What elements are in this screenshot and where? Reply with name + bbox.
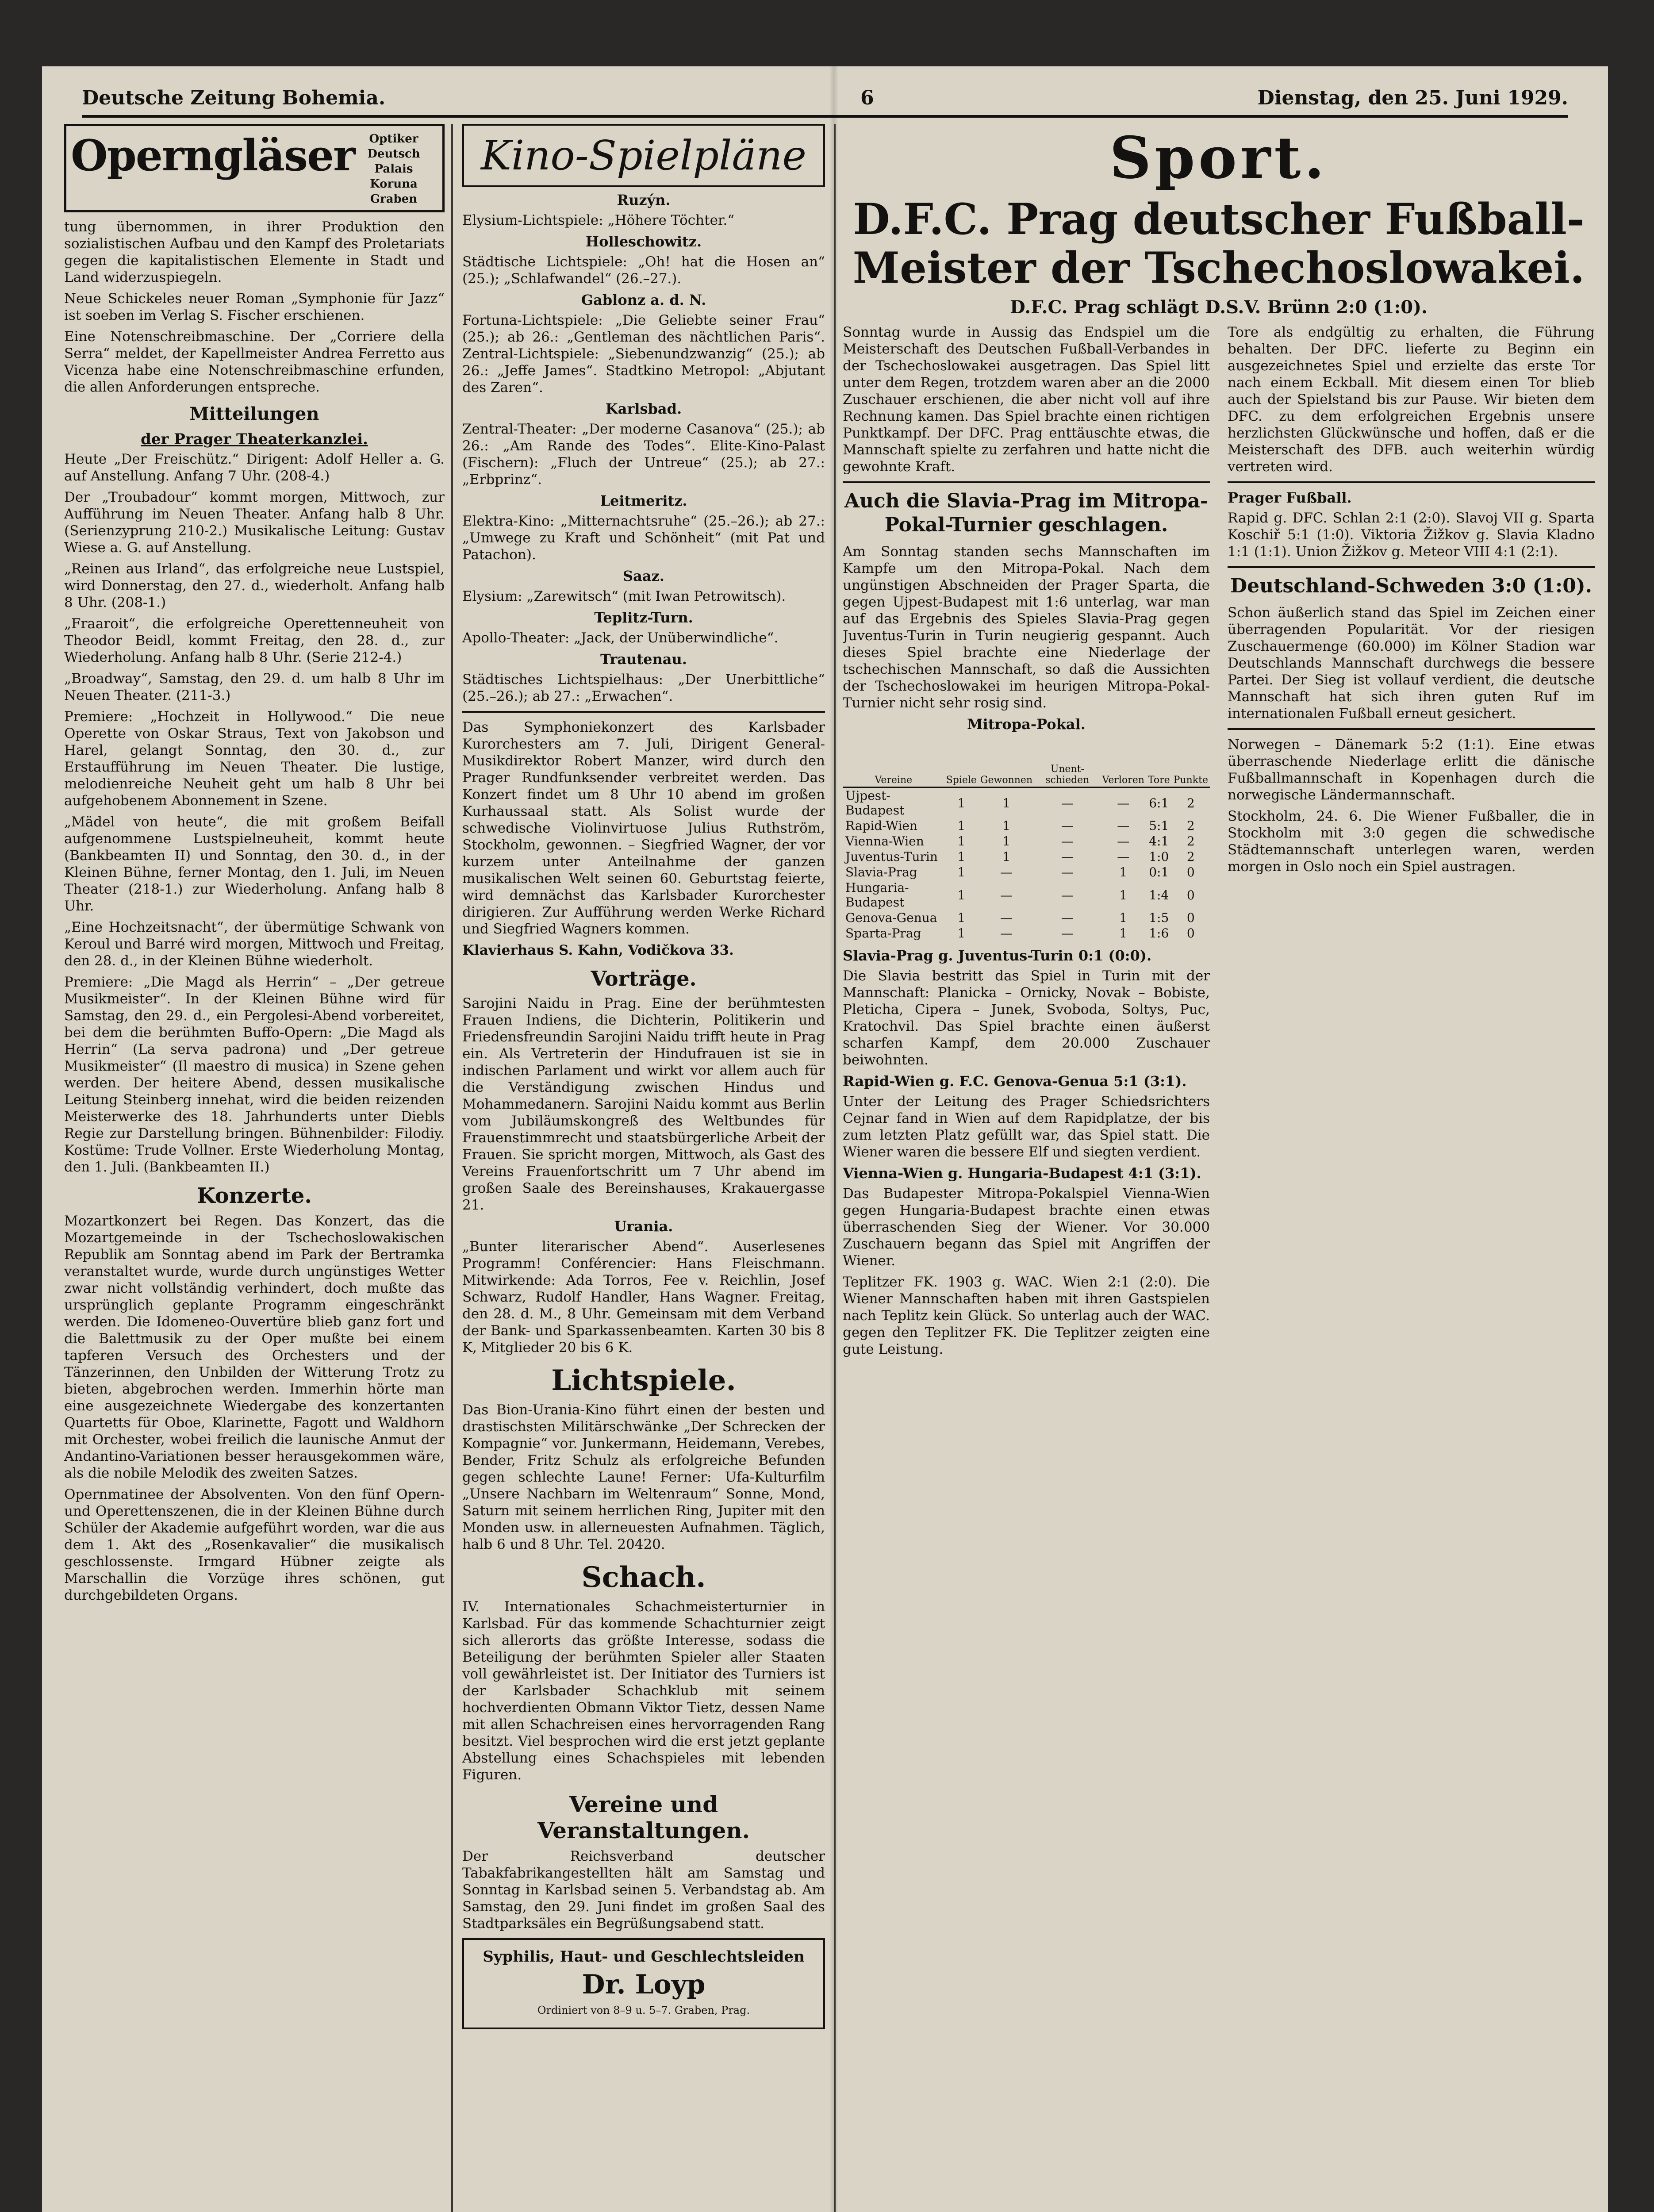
article-paragraph: Eine Notenschreibmaschine. Der „Corriere della Serra“ meldet, der Kapellmeister Andrea Ferretto aus Vicenza habe eine Notenschreibmaschine erfunden, die allen Anforderungen entspreche. [64,329,445,395]
sport-right-column [1228,324,1595,1362]
article-paragraph: Der „Troubadour“ kommt morgen, Mittwoch, zur Aufführung im Neuen Theater. Anfang halb 8 Uhr. (Serienzyprung 210-2.) Musikalische Leitung: Gustav Wiese a. G. auf Anstellung. [64,489,445,556]
table-cell: 1 [1119,865,1128,879]
column-header: Verloren [1101,736,1146,787]
newspaper-page [42,66,1608,2212]
table-cell: — [1061,865,1074,879]
team-name: Rapid-Wien [845,818,917,833]
section-heading-vortraege: Vorträge. [591,967,697,991]
listing: Fortuna-Lichtspiele: „Die Geliebte seiner Frau“ (25.); ab 26.: „Gentleman des nächtlichen Paris“. Zentral-Lichtspiele: „Siebenundzwanzig“ (25.); ab 26.: „Jeffe James“. Stadtkino Metropol: „Abjutant des Zaren“. [462,312,825,396]
listing: Zentral-Theater: „Der moderne Casanova“ (25.); ab 26.: „Am Rande des Todes“. Elite-Kino-Palast (Fischern): „Fluch der Untreue“ (25.); ab 27.: „Erbprinz“. [462,421,825,488]
table-row [843,787,1210,818]
table-row [843,880,1210,910]
article-paragraph: IV. Internationales Schachmeisterturnier in Karlsbad. Für das kommende Schachturnier zeigt sich allerorts das größte Interesse, sodass die Beteiligung der berühmten Spieler aller Staaten voll gewährleistet ist. Der Initiator des Turniers ist der Karlsbader Schachklub mit seinem hochverdienten Obmann Viktor Tietz, dessen Name mit allen Schachreisen eines hervorragenden Rang besitzt. Viel besprochen wird die erst jetzt geplante Abstellung eines Schachspieles mit lebenden Figuren. [462,1599,825,1783]
table-cell: 1:4 [1149,887,1169,902]
table-cell: 1:0 [1149,849,1169,864]
column-sport [843,124,1595,2212]
article-paragraph: Am Sonntag standen sechs Mannschaften im Kampfe um den Mitropa-Pokal. Nach dem ungünstigen Abschneiden der Prager Sparta, die gegen Ujpest-Budapest mit 1:6 unterlag, war man auf das Ergebnis des Spieles Slavia-Prag gegen Juventus-Turin in Turin neugierig gespannt. Auch dieses Spiel brachte eine Niederlage der tschechischen Mannschaft, so daß die Aussichten der Tschechoslowakei im heurigen Mitropa-Pokal-Turnier nicht sehr rosig sind. [843,544,1210,711]
table-cell: — [1061,887,1074,902]
table-row [843,910,1210,926]
article-paragraph: Opernmatinee der Absolventen. Von den fünf Opern- und Operettenszenen, die in der Kleinen Bühne durch Schüler der Akademie aufgeführt worden, war die aus dem 1. Akt des „Rosenkavalier“ die musikalisch geschlossenste. Irmgard Hübner zeigte als Marschallin die Vorzüge ihres schönen, gut durchgebildeten Organs. [64,1486,445,1603]
city-heading: Holleschowitz. [585,233,702,250]
listing: Apollo-Theater: „Jack, der Unüberwindliche“. [462,630,779,646]
table-cell: 1:5 [1149,910,1169,925]
article-paragraph: Mozartkonzert bei Regen. Das Konzert, das die Mozartgemeinde in der Tschechoslowakischen Republik am Sonntag abend im Park der Bertramka veranstaltet wurde, wurde durch ungünstiges Wetter zwar nicht vollständig verhindert, doch mußte das ursprünglich geplante Programm eingeschränkt werden. Die Idomeneo-Ouvertüre blieb ganz fort und die Balettmusik zu der Oper mußte bei einem tapferen Versuch des Orchesters und der Tänzerinnen, den Unbilden der Witterung Trotz zu bieten, abgebrochen werden. Immerhin hörte man eine ausgezeichnete Wiedergabe des konzertanten Quartetts für Oboe, Klarinette, Fagott und Waldhorn mit Orchester, wobei freilich die launische Anmut der Andantino-Variationen besser herausgekommen wäre, als die nobile Melodik des zweiten Satzes. [64,1213,445,1481]
table-row [843,926,1210,941]
sport-subheadline: D.F.C. Prag schlägt D.S.V. Brünn 2:0 (1:0). [1010,297,1428,318]
divider [1228,566,1595,568]
section-heading-mitteilungen: Mitteilungen [189,403,319,424]
team-name: Hungaria-Budapest [845,880,909,910]
table-cell: — [1117,818,1130,833]
divider [1228,728,1595,730]
column-header: Gewonnen [979,736,1034,787]
mitropa-table [843,736,1210,941]
city-heading: Saaz. [623,568,664,584]
team-name: Vienna-Wien [845,834,924,849]
table-row [843,818,1210,833]
table-cell: 1 [1002,818,1010,833]
headline-deutschland-schweden: Deutschland-Schweden 3:0 (1:0). [1230,575,1592,597]
ad-doctor-name: Dr. Loyp [582,1969,706,2000]
city-heading: Ruzýn. [617,192,671,208]
table-cell: 2 [1186,795,1195,810]
sport-two-columns [843,324,1595,1362]
city-heading: Gablonz a. d. N. [581,292,706,308]
column-header: Tore [1146,736,1172,787]
table-cell: — [1061,818,1074,833]
table-cell: 4:1 [1149,834,1169,849]
ad-doctor-title: Syphilis, Haut- und Geschlechtsleiden [483,1948,805,1966]
table-cell: 0 [1186,887,1195,902]
article-paragraph: Die Slavia bestritt das Spiel in Turin mit der Mannschaft: Planicka – Ornicky, Novak – Bobiste, Pleticha, Cipera – Junek, Svoboda, Soltys, Puc, Kratochvil. Das Spiel brachte einen äußerst scharfen Kampf, dem 20.000 Zuschauer beiwohnten. [843,968,1210,1068]
article-paragraph: tung übernommen, in ihrer Produktion den sozialistischen Aufbau und den Kampf des Proletariats gegen die kapitalistischen Elemente in Stadt und Land widerzuspiegeln. [64,219,445,285]
section-heading-urania: Urania. [614,1218,673,1235]
column-header: Unent-schieden [1034,736,1100,787]
column-header: Spiele [944,736,979,787]
article-paragraph: Neue Schickeles neuer Roman „Symphonie für Jazz“ ist soeben im Verlag S. Fischer erschienen. [64,291,445,323]
table-cell: 1:6 [1149,926,1169,941]
article-paragraph: Rapid g. DFC. Schlan 2:1 (2:0). Slavoj VII g. Sparta Koschiř 5:1 (1:0). Viktoria Žižkov g. Slavia Kladno 1:1 (1:1). Union Žižkov g. Meteor VIII 4:1 (2:1). [1228,510,1595,560]
section-heading-konzerte: Konzerte. [196,1183,312,1208]
team-name: Slavia-Prag [845,865,917,879]
ad-doctor [462,1938,825,2029]
table-cell: — [1117,849,1130,864]
article-paragraph: „Broadway“, Samstag, den 29. d. um halb 8 Uhr im Neuen Theater. (211-3.) [64,671,445,703]
table-cell: — [1061,910,1074,925]
table-cell: 0 [1186,865,1195,879]
article-paragraph: Das Symphoniekonzert des Karlsbader Kurorchesters am 7. Juli, Dirigent General-Musikdirektor Robert Manzer, wird durch den Prager Rundfunksender verbreitet werden. Das Konzert findet um 8 Uhr 10 abend im großen Kurhaussaal statt. Als Solist wurde der schwedische Violinvirtuose Julius Ruthström, Stockholm, gewonnen. – Siegfried Wagner, der vor kurzem unter Anteilnahme der ganzen musikalischen Welt seinen 60. Geburtstag feierte, wird demnächst das Karlsbader Kurorchester dirigieren. Zur Aufführung werden Werke Richard und Siegfried Wagners kommen. [462,719,825,937]
column-rule [834,124,836,2212]
table-header-row [843,736,1210,787]
match-heading: Slavia-Prag g. Juventus-Turin 0:1 (0:0). [843,947,1152,964]
sport-headline: D.F.C. Prag deutscher Fußball-Meister der Tschechoslowakei. [852,194,1585,293]
table-cell: 1 [957,849,966,864]
page-header [82,84,1568,118]
ad-line: Klavierhaus S. Kahn, Vodičkova 33. [462,942,734,958]
team-name: Juventus-Turin [845,849,938,864]
column-header: Vereine [843,736,944,787]
city-heading: Teplitz-Turn. [594,609,693,626]
sport-left-column [843,324,1210,1362]
team-name: Sparta-Prag [845,926,921,941]
table-cell: — [1061,849,1074,864]
headline-slavia: Auch die Slavia-Prag im Mitropa-Pokal-Turnier geschlagen. [844,490,1209,536]
table-title: Mitropa-Pokal. [967,716,1086,733]
table-cell: — [1061,795,1074,810]
column-arts [64,124,445,2212]
column-header: Punkte [1172,736,1210,787]
article-paragraph: „Fraaroit“, die erfolgreiche Operettenneuheit von Theodor Beidl, kommt Freitag, den 28. d., zur Wiederholung. Anfang halb 8 Uhr. (Serie 212-4.) [64,616,445,665]
table-cell: 1 [957,910,966,925]
article-paragraph: Stockholm, 24. 6. Die Wiener Fußballer, die in Stockholm mit 3:0 gegen die schwedische Städtemannschaft unterlegen waren, werden morgen in Oslo noch ein Spiel austragen. [1228,808,1595,875]
table-cell: 2 [1186,849,1195,864]
table-cell: 1 [957,818,966,833]
table-row [843,833,1210,849]
listing: Städtische Lichtspiele: „Oh! hat die Hosen an“ (25.); „Schlafwandel“ (26.–27.). [462,254,825,287]
article-paragraph: Sonntag wurde in Aussig das Endspiel um die Meisterschaft des Deutschen Fußball-Verbandes in der Tschechoslowakei ausgetragen. Das Spiel litt unter dem Regen, trotzdem waren aber an die 2000 Zuschauer erschienen, die aber nicht voll auf ihre Rechnung kamen. Das Spiel brachte einen richtigen Punktkampf. Der DFC. Prag enttäuschte etwas, die Mannschaft spielte zu zerfahren und hatte nicht die gewohnte Kraft. [843,324,1210,475]
team-name: Ujpest-Budapest [845,788,905,818]
table-cell: — [1000,910,1013,925]
article-paragraph: Das Budapester Mitropa-Pokalspiel Vienna-Wien gegen Hungaria-Budapest brachte einen etwas überraschenden Sieg der Wiener. Vor 30.000 Zuschauern begann das Spiel mit Angriffen der Wiener. [843,1186,1210,1269]
article-paragraph: „Reinen aus Irland“, das erfolgreiche neue Lustspiel, wird Donnerstag, den 27. d., wiederholt. Anfang halb 8 Uhr. (208-1.) [64,561,445,611]
article-paragraph: Unter der Leitung des Prager Schiedsrichters Cejnar fand in Wien auf dem Rapidplatze, der bis zum letzten Platz gefüllt war, das Spiel statt. Die Wiener waren die bessere Elf und siegten verdient. [843,1094,1210,1160]
table-cell: — [1061,926,1074,941]
article-paragraph: Sarojini Naidu in Prag. Eine der berühmtesten Frauen Indiens, die Dichterin, Politikerin und Friedensfreundin Sarojini Naidu trifft heute in Prag ein. Als Vertreterin der Hindufrauen ist sie in indischen Parlament und wirkt vor allem auch für die Verständigung zwischen Hindus und Mohammedanern. Sarojini Naidu kommt aus Berlin vom Jubiläumskongreß des Weltbundes für Frauenstimmrecht und staatsbürgerliche Arbeit der Frauen. Sie spricht morgen, Mittwoch, als Gast des Vereins Frauenfortschritt um 7 Uhr abend im großen Saale des Bereinshauses, Krakauergasse 21. [462,995,825,1213]
article-paragraph: Das Bion-Urania-Kino führt einen der besten und drastischsten Militärschwänke „Der Schrecken der Kompagnie“ vor. Junkermann, Heidemann, Verebes, Bender, Fritz Schulz als erfolgreiche Befunden gegen schlechte Laune! Ferner: Ufa-Kulturfilm „Unsere Nachbarn im Weltenraum“ Sonne, Mond, Saturn mit seinem herrlichen Ring, Jupiter mit den Monden usw. in allerneuesten Aufnahmen. Täglich, halb 6 und 8 Uhr. Tel. 20420. [462,1402,825,1552]
listing: Elektra-Kino: „Mitternachtsruhe“ (25.–26.); ab 27.: „Umwege zu Kraft und Schönheit“ (mit Pat und Patachon). [462,513,825,563]
divider [843,481,1210,483]
table-cell: — [1117,834,1130,849]
article-paragraph: Schon äußerlich stand das Spiel im Zeichen einer überragenden Popularität. Vor der riesigen Zuschauermenge (60.000) im Kölner Stadion war Deutschlands Mannschaft durchwegs die bessere Partei. Der Sieg ist vollauf verdient, die deutsche Mannschaft hat sich ihren guten Ruf im internationalen Fußball erneut gesichert. [1228,605,1595,722]
table-row [843,849,1210,864]
ad-opera-glasses [64,124,445,212]
table-cell: — [1000,865,1013,879]
table-cell: — [1000,887,1013,902]
divider [462,711,825,713]
kino-heading: Kino-Spielpläne [462,124,825,187]
table-cell: 1 [1119,887,1128,902]
table-row [843,864,1210,880]
match-heading: Rapid-Wien g. F.C. Genova-Genua 5:1 (3:1). [843,1073,1187,1090]
table-cell: 2 [1186,818,1195,833]
table-cell: 1 [1119,910,1128,925]
ad-opera-glasses-shop: Optiker Deutsch Palais Koruna Graben [367,132,420,206]
section-heading-prager-fussball: Prager Fußball. [1228,489,1352,506]
section-heading-schach: Schach. [581,1561,706,1594]
table-cell: 1 [1002,834,1010,849]
article-paragraph: Heute „Der Freischütz.“ Dirigent: Adolf Heller a. G. auf Anstellung. Anfang 7 Uhr. (208-4.) [64,451,445,484]
article-paragraph: „Mädel von heute“, die mit großem Beifall aufgenommene Lustspielneuheit, kommt heute (Bankbeamten II) und Sonntag, den 30. d., in der Kleinen Bühne, ferner Montag, den 1. Juli, im Neuen Theater (218-1.) zur Wiederholung. Anfang halb 8 Uhr. [64,814,445,914]
section-heading-vereine: Vereine und Veranstaltungen. [537,1791,750,1843]
section-heading-lichtspiele: Lichtspiele. [551,1364,736,1397]
table-cell: 1 [957,834,966,849]
city-heading: Leitmeritz. [600,492,687,509]
sport-heading: Sport. [1109,124,1328,192]
divider [1228,481,1595,483]
table-cell: — [1000,926,1013,941]
city-heading: Trautenau. [600,651,687,668]
ad-doctor-address: Ordiniert von 8–9 u. 5–7. Graben, Prag. [537,2004,750,2016]
header-page-number: 6 [860,87,874,109]
team-name: Genova-Genua [845,910,937,925]
table-cell: 0 [1186,910,1195,925]
table-cell: 1 [1002,795,1010,810]
column-rule [451,124,453,2212]
article-paragraph: Premiere: „Hochzeit in Hollywood.“ Die neue Operette von Oskar Straus, Text von Jakobson und Harel, gelangt Sonntag, den 30. d., zur Erstaufführung im Neuen Theater. Die lustige, melodienreiche Neuheit geht um halb 8 Uhr bei aufgehobenem Abonnement in Szene. [64,709,445,809]
table-cell: 1 [957,795,966,810]
article-paragraph: Teplitzer FK. 1903 g. WAC. Wien 2:1 (2:0). Die Wiener Mannschaften haben mit ihren Gastspielen nach Teplitz kein Glück. So unterlag auch der WAC. gegen den Teplitzer FK. Die Teplitzer zeigten eine gute Leistung. [843,1274,1210,1357]
listing: Elysium: „Zarewitsch“ (mit Iwan Petrowitsch). [462,588,786,604]
city-heading: Karlsbad. [605,400,682,417]
ad-opera-glasses-title: Operngläser [71,131,355,180]
article-paragraph: Tore als endgültig zu erhalten, die Führung behalten. Der DFC. lieferte zu Beginn ein ausgezeichnetes Spiel und erzielte das erste Tor nach einem Eckball. Mit diesem einen Tor blieb auch der Spielstand bis zur Pause. Wir bieten dem DFC. zu dem erfolgreichen Ergebnis unsere herzlichsten Glückwünsche und hoffen, daß er die Meisterschaft des DFB. auch weiterhin würdig vertreten wird. [1228,324,1595,475]
table-cell: — [1061,834,1074,849]
table-cell: 1 [957,865,966,879]
table-cell: — [1117,795,1130,810]
article-paragraph: „Eine Hochzeitsnacht“, der übermütige Schwank von Keroul und Barré wird morgen, Mittwoch und Freitag, den 28. d., in der Kleinen Bühne wiederholt. [64,919,445,969]
article-paragraph: Der Reichsverband deutscher Tabakfabrikangestellten hält am Samstag und Sonntag in Karlsbad seinen 5. Verbandstag ab. Am Samstag, den 29. Juni findet im großen Saal des Stadtparksäles ein Begrüßungsabend statt. [462,1848,825,1932]
match-heading: Vienna-Wien g. Hungaria-Budapest 4:1 (3:1). [843,1165,1201,1182]
header-paper-name: Deutsche Zeitung Bohemia. [82,87,386,109]
section-subheading-theater: der Prager Theaterkanzlei. [141,430,368,448]
header-date: Dienstag, den 25. Juni 1929. [1257,87,1568,109]
article-paragraph: Premiere: „Die Magd als Herrin“ – „Der getreue Musikmeister“. In der Kleinen Bühne wird für Samstag, den 29. d., ein Pergolesi-Abend vorbereitet, bei dem die berühmten Buffo-Opern: „Die Magd als Herrin“ (La serva padrona) und „Der getreue Musikmeister“ (Il maestro di musica) in Szene gehen werden. Der heitere Abend, dessen musikalische Leitung Steinberg innehat, wird die beiden reizenden Meisterwerke des 18. Jahrhunderts unter Diebls Regie zur Darstellung bringen. Bühnenbilder: Filodiy. Kostüme: Trude Vollner. Erste Wiederholung Montag, den 1. Juli. (Bankbeamten II.) [64,974,445,1175]
table-cell: 0 [1186,926,1195,941]
table-cell: 1 [957,926,966,941]
table-cell: 6:1 [1149,795,1169,810]
column-kino [462,124,825,2212]
table-cell: 5:1 [1149,818,1169,833]
table-cell: 1 [957,887,966,902]
listing: Städtisches Lichtspielhaus: „Der Unerbittliche“ (25.–26.); ab 27.: „Erwachen“. [462,672,825,704]
article-paragraph: „Bunter literarischer Abend“. Auserlesenes Programm! Conférencier: Hans Fleischmann. Mitwirkende: Ada Torros, Fee v. Reichlin, Josef Schwarz, Rudolf Handler, Hans Wagner. Freitag, den 28. d. M., 8 Uhr. Gemeinsam mit dem Verband der Bank- und Sparkassenbeamten. Karten 30 bis 8 K, Mitglieder 20 bis 6 K. [462,1239,825,1356]
table-cell: 0:1 [1149,865,1169,879]
table-cell: 2 [1186,834,1195,849]
table-cell: 1 [1002,849,1010,864]
article-paragraph: Norwegen – Dänemark 5:2 (1:1). Eine etwas überraschende Niederlage erlitt die dänische Fußballmannschaft in Kopenhagen durch die norwegische Ländermannschaft. [1228,737,1595,803]
listing: Elysium-Lichtspiele: „Höhere Töchter.“ [462,212,735,228]
table-cell: 1 [1119,926,1128,941]
